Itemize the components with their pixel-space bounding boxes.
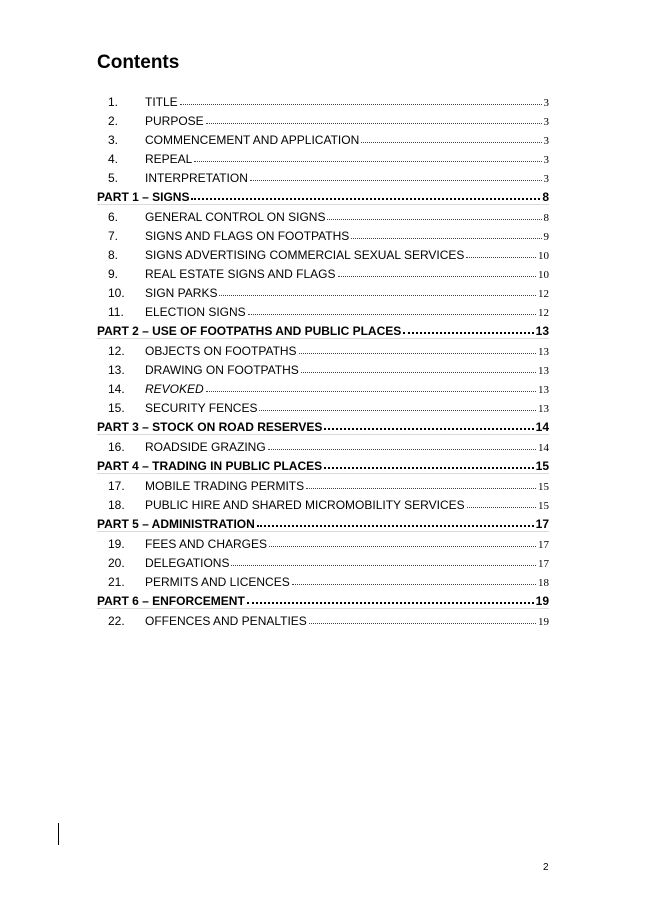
toc-entry-label: TITLE <box>145 95 178 109</box>
toc-entry-number: 6. <box>108 210 119 224</box>
toc-entry-label: SIGN PARKS <box>145 286 218 300</box>
dot-leader <box>403 332 533 334</box>
toc-entry[interactable] <box>97 570 549 589</box>
toc-page-number: 13 <box>538 346 549 358</box>
dot-leader <box>324 428 533 430</box>
dot-leader <box>466 257 536 258</box>
toc-entry-number: 13. <box>108 363 125 377</box>
toc-part-label: PART 5 – ADMINISTRATION <box>97 517 255 531</box>
toc-entry-number: 4. <box>108 152 119 166</box>
toc-part-label: PART 3 – STOCK ON ROAD RESERVES <box>97 420 323 434</box>
dot-leader <box>257 525 534 527</box>
toc-part-heading[interactable] <box>97 319 549 339</box>
toc-entry-label: SIGNS ADVERTISING COMMERCIAL SEXUAL SERVICES <box>145 248 465 262</box>
toc-entry[interactable] <box>97 109 549 128</box>
dot-leader <box>206 123 542 124</box>
toc-entry-label: FEES AND CHARGES <box>145 537 268 551</box>
toc-page-number: 18 <box>538 577 549 589</box>
toc-entry[interactable] <box>97 90 549 109</box>
toc-entry-number: 1. <box>108 95 119 109</box>
toc-page-number: 12 <box>538 307 549 319</box>
toc-entry-label: MOBILE TRADING PERMITS <box>145 479 305 493</box>
toc-entry[interactable] <box>97 262 549 281</box>
toc-part-label: PART 1 – SIGNS <box>97 190 190 204</box>
toc-entry-label: OFFENCES AND PENALTIES <box>145 614 307 628</box>
toc-page-number: 3 <box>543 116 549 128</box>
toc-entry[interactable] <box>97 300 549 319</box>
toc-entry-number: 3. <box>108 133 119 147</box>
toc-entry-number: 16. <box>108 440 125 454</box>
toc-page-number: 12 <box>538 288 549 300</box>
toc-entry-number: 22. <box>108 614 125 628</box>
dot-leader <box>250 180 542 181</box>
toc-entry-number: 19. <box>108 537 125 551</box>
toc-entry-label: PURPOSE <box>145 114 204 128</box>
dot-leader <box>351 238 541 239</box>
toc-page-number: 13 <box>538 365 549 377</box>
toc-part-heading[interactable] <box>97 512 549 532</box>
toc-entry[interactable] <box>97 435 549 454</box>
toc-entry-number: 14. <box>108 382 125 396</box>
toc-page-number: 13 <box>535 324 549 338</box>
toc-page-number: 15 <box>538 500 549 512</box>
toc-entry[interactable] <box>97 377 549 396</box>
toc-entry-number: 18. <box>108 498 125 512</box>
dot-leader <box>301 372 536 373</box>
toc-entry[interactable] <box>97 532 549 551</box>
dot-leader <box>327 219 541 220</box>
toc-page-number: 9 <box>543 231 549 243</box>
toc-entry[interactable] <box>97 396 549 415</box>
toc-page-number: 3 <box>543 173 549 185</box>
dot-leader <box>247 602 534 604</box>
toc-page-number: 10 <box>538 250 549 262</box>
toc-entry-label: DRAWING ON FOOTPATHS <box>145 363 299 377</box>
toc-entry-number: 9. <box>108 267 119 281</box>
toc-part-heading[interactable] <box>97 589 549 609</box>
toc-entry-number: 10. <box>108 286 125 300</box>
toc-entry-label: OBJECTS ON FOOTPATHS <box>145 344 297 358</box>
dot-leader <box>259 410 536 411</box>
toc-part-label: PART 6 – ENFORCEMENT <box>97 594 245 608</box>
toc-entry-label: PERMITS AND LICENCES <box>145 575 290 589</box>
toc-entry[interactable] <box>97 205 549 224</box>
toc-page-number: 3 <box>543 97 549 109</box>
toc-entry-number: 7. <box>108 229 119 243</box>
toc-page-number: 8 <box>543 212 549 224</box>
table-of-contents <box>97 90 549 628</box>
toc-page-number: 19 <box>538 616 549 628</box>
toc-page-number: 3 <box>543 154 549 166</box>
toc-page-number: 17 <box>535 517 549 531</box>
dot-leader <box>292 584 536 585</box>
change-margin-bar <box>58 823 59 845</box>
toc-page-number: 15 <box>538 481 549 493</box>
dot-leader <box>194 161 541 162</box>
toc-entry-label: PUBLIC HIRE AND SHARED MICROMOBILITY SERVICES <box>145 498 465 512</box>
dot-leader <box>309 623 536 624</box>
toc-entry-number: 20. <box>108 556 125 570</box>
toc-entry-number: 21. <box>108 575 125 589</box>
toc-part-label: PART 4 – TRADING IN PUBLIC PLACES <box>97 459 323 473</box>
dot-leader <box>248 314 536 315</box>
toc-entry-label: COMMENCEMENT AND APPLICATION <box>145 133 360 147</box>
dot-leader <box>338 276 537 277</box>
toc-page-number: 14 <box>538 442 549 454</box>
toc-entry[interactable] <box>97 339 549 358</box>
toc-page-number: 17 <box>538 558 549 570</box>
page-number: 2 <box>543 862 549 873</box>
dot-leader <box>467 507 536 508</box>
toc-entry-number: 12. <box>108 344 125 358</box>
toc-page-number: 17 <box>538 539 549 551</box>
contents-heading: Contents <box>97 52 180 73</box>
toc-page-number: 14 <box>535 420 549 434</box>
toc-entry[interactable] <box>97 493 549 512</box>
toc-entry[interactable] <box>97 609 549 628</box>
dot-leader <box>268 449 536 450</box>
toc-entry[interactable] <box>97 281 549 300</box>
toc-entry[interactable] <box>97 224 549 243</box>
toc-page-number: 15 <box>535 459 549 473</box>
toc-entry[interactable] <box>97 128 549 147</box>
toc-entry-number: 15. <box>108 401 125 415</box>
toc-entry-number: 11. <box>108 305 124 319</box>
toc-entry-label: REAL ESTATE SIGNS AND FLAGS <box>145 267 336 281</box>
dot-leader <box>324 467 534 469</box>
dot-leader <box>191 198 540 200</box>
toc-part-heading[interactable] <box>97 185 549 205</box>
dot-leader <box>219 295 536 296</box>
toc-entry[interactable] <box>97 358 549 377</box>
dot-leader <box>206 391 536 392</box>
toc-page-number: 19 <box>535 594 549 608</box>
toc-entry-number: 17. <box>108 479 125 493</box>
toc-entry-number: 8. <box>108 248 119 262</box>
toc-entry-label: SIGNS AND FLAGS ON FOOTPATHS <box>145 229 350 243</box>
dot-leader <box>269 546 536 547</box>
toc-page-number: 13 <box>538 403 549 415</box>
toc-entry-label: DELEGATIONS <box>145 556 230 570</box>
toc-entry[interactable] <box>97 166 549 185</box>
toc-entry-label: SECURITY FENCES <box>145 401 258 415</box>
toc-page-number: 3 <box>543 135 549 147</box>
dot-leader <box>180 104 542 105</box>
toc-entry-number: 5. <box>108 171 119 185</box>
dot-leader <box>299 353 536 354</box>
toc-entry-label: INTERPRETATION <box>145 171 248 185</box>
dot-leader <box>231 565 536 566</box>
toc-entry-label: REVOKED <box>145 382 204 396</box>
toc-entry-number: 2. <box>108 114 119 128</box>
dot-leader <box>361 142 541 143</box>
toc-entry[interactable] <box>97 551 549 570</box>
toc-part-heading[interactable] <box>97 415 549 435</box>
toc-page-number: 13 <box>538 384 549 396</box>
toc-entry[interactable] <box>97 147 549 166</box>
toc-entry[interactable] <box>97 243 549 262</box>
toc-entry[interactable] <box>97 474 549 493</box>
toc-page-number: 8 <box>542 190 549 204</box>
toc-entry-label: ELECTION SIGNS <box>145 305 246 319</box>
dot-leader <box>306 488 536 489</box>
toc-entry-label: GENERAL CONTROL ON SIGNS <box>145 210 326 224</box>
toc-entry-label: REPEAL <box>145 152 193 166</box>
toc-entry-label: ROADSIDE GRAZING <box>145 440 266 454</box>
toc-part-heading[interactable] <box>97 454 549 474</box>
toc-part-label: PART 2 – USE OF FOOTPATHS AND PUBLIC PLACES <box>97 324 402 338</box>
toc-page-number: 10 <box>538 269 549 281</box>
